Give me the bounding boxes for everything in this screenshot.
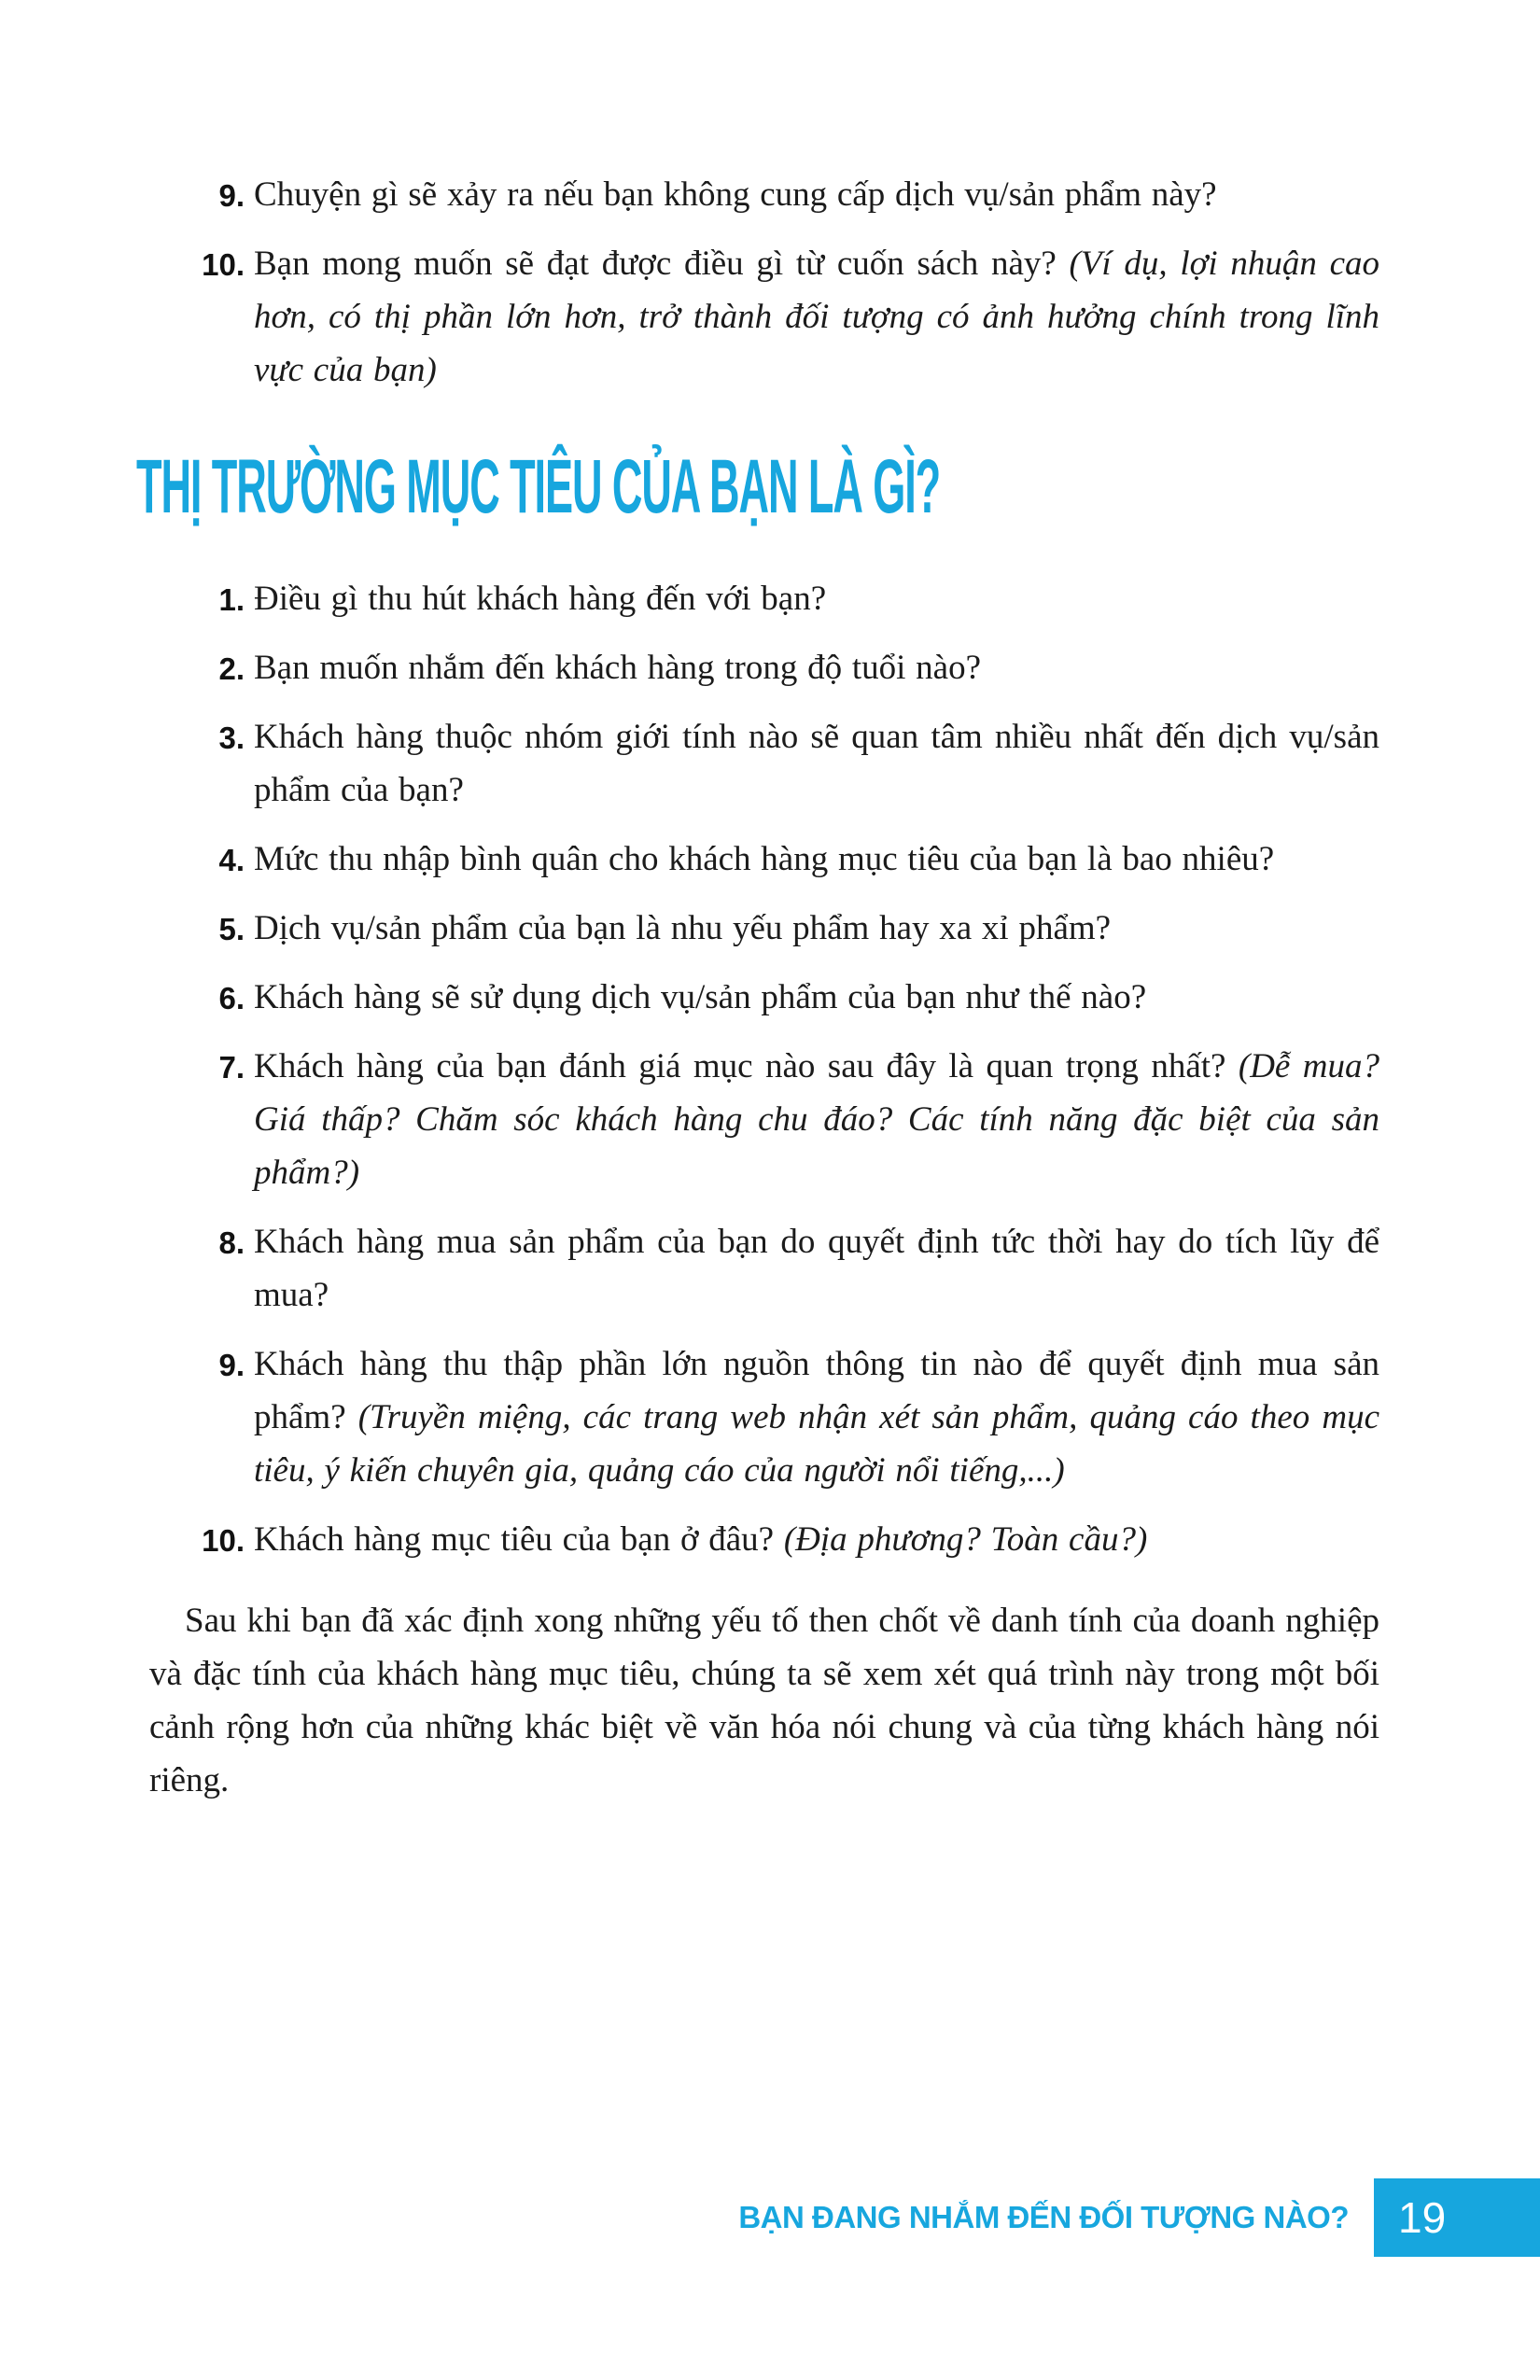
list-item: [149, 572, 1379, 625]
item-text-normal: Mức thu nhập bình quân cho khách hàng mục tiêu của bạn là bao nhiêu?: [254, 840, 1275, 879]
item-number: 7.: [218, 1050, 245, 1085]
item-text-normal: Khách hàng của bạn đánh giá mục nào sau đây là quan trọng nhất?: [254, 1047, 1239, 1086]
closing-paragraph: Sau khi bạn đã xác định xong những yếu tố then chốt về danh tính của doanh nghiệp và đặc tính của khách hàng mục tiêu, chúng ta sẽ xem xét quá trình này trong một bối cảnh rộng hơn của những khác biệt về văn hóa nói chung và của từng khách hàng nói riêng.: [149, 1602, 1379, 1800]
list-item: [149, 641, 1379, 694]
item-text-normal: Bạn muốn nhắm đến khách hàng trong độ tuổi nào?: [254, 649, 982, 688]
list-item: [149, 237, 1379, 397]
item-text-normal: Khách hàng mua sản phẩm của bạn do quyết định tức thời hay do tích lũy để mua?: [254, 1223, 1379, 1315]
list-item: [149, 902, 1379, 955]
item-text-italic: (Truyền miệng, các trang web nhận xét sản phẩm, quảng cáo theo mục tiêu, ý kiến chuyên gia, quảng cáo của người nổi tiếng,...): [254, 1398, 1379, 1491]
page-number-box: [1374, 2178, 1540, 2257]
item-number: 8.: [218, 1225, 245, 1261]
item-number: 9.: [218, 1348, 245, 1383]
item-number: 9.: [218, 178, 245, 213]
list-item: [149, 1513, 1379, 1566]
list-item: [149, 833, 1379, 886]
item-text-normal: Dịch vụ/sản phẩm của bạn là nhu yếu phẩm hay xa xỉ phẩm?: [254, 909, 1112, 948]
page-number: 19: [1398, 2193, 1447, 2242]
list-item: [149, 1215, 1379, 1322]
item-number: 10.: [202, 247, 245, 282]
item-text-normal: Chuyện gì sẽ xảy ra nếu bạn không cung cấp dịch vụ/sản phẩm này?: [254, 175, 1217, 214]
item-number: 10.: [202, 1523, 245, 1559]
item-text-italic: (Địa phương? Toàn cầu?): [783, 1520, 1148, 1560]
list-item: [149, 710, 1379, 817]
item-text-normal: Khách hàng mục tiêu của bạn ở đâu?: [254, 1520, 784, 1560]
list-item: [149, 1337, 1379, 1497]
item-text-normal: Bạn mong muốn sẽ đạt được điều gì từ cuốn sách này?: [254, 245, 1070, 283]
item-text-italic: (Ví dụ, lợi nhuận cao hơn, có thị phần lớn hơn, trở thành đối tượng có ảnh hưởng chính trong lĩnh vực của bạn): [254, 245, 1379, 389]
item-number: 6.: [218, 981, 245, 1016]
question-list-target-market: [149, 572, 1379, 1566]
item-text-normal: Khách hàng thu thập phần lớn nguồn thông tin nào để quyết định mua sản phẩm?: [254, 1345, 1379, 1437]
item-number: 3.: [218, 721, 245, 756]
question-list-top: [149, 168, 1379, 397]
item-text-normal: Khách hàng sẽ sử dụng dịch vụ/sản phẩm của bạn như thế nào?: [254, 978, 1147, 1017]
item-number: 4.: [218, 843, 245, 878]
page-footer: [0, 2178, 1540, 2257]
list-item: [149, 168, 1379, 221]
item-number: 2.: [218, 651, 245, 687]
item-text-italic: (Dễ mua? Giá thấp? Chăm sóc khách hàng chu đáo? Các tính năng đặc biệt của sản phẩm?): [254, 1047, 1379, 1193]
item-text-normal: Điều gì thu hút khách hàng đến với bạn?: [254, 580, 827, 619]
item-text-normal: Khách hàng thuộc nhóm giới tính nào sẽ quan tâm nhiều nhất đến dịch vụ/sản phẩm của bạn?: [254, 718, 1379, 810]
section-heading: THỊ TRƯỜNG MỤC TIÊU CỦA BẠN LÀ GÌ?: [136, 444, 941, 529]
page-content: [136, 168, 1379, 1807]
list-item: [149, 971, 1379, 1024]
item-number: 1.: [218, 582, 245, 618]
list-item: [149, 1040, 1379, 1199]
item-number: 5.: [218, 912, 245, 947]
running-title: BẠN ĐANG NHẮM ĐẾN ĐỐI TƯỢNG NÀO?: [738, 2200, 1349, 2234]
